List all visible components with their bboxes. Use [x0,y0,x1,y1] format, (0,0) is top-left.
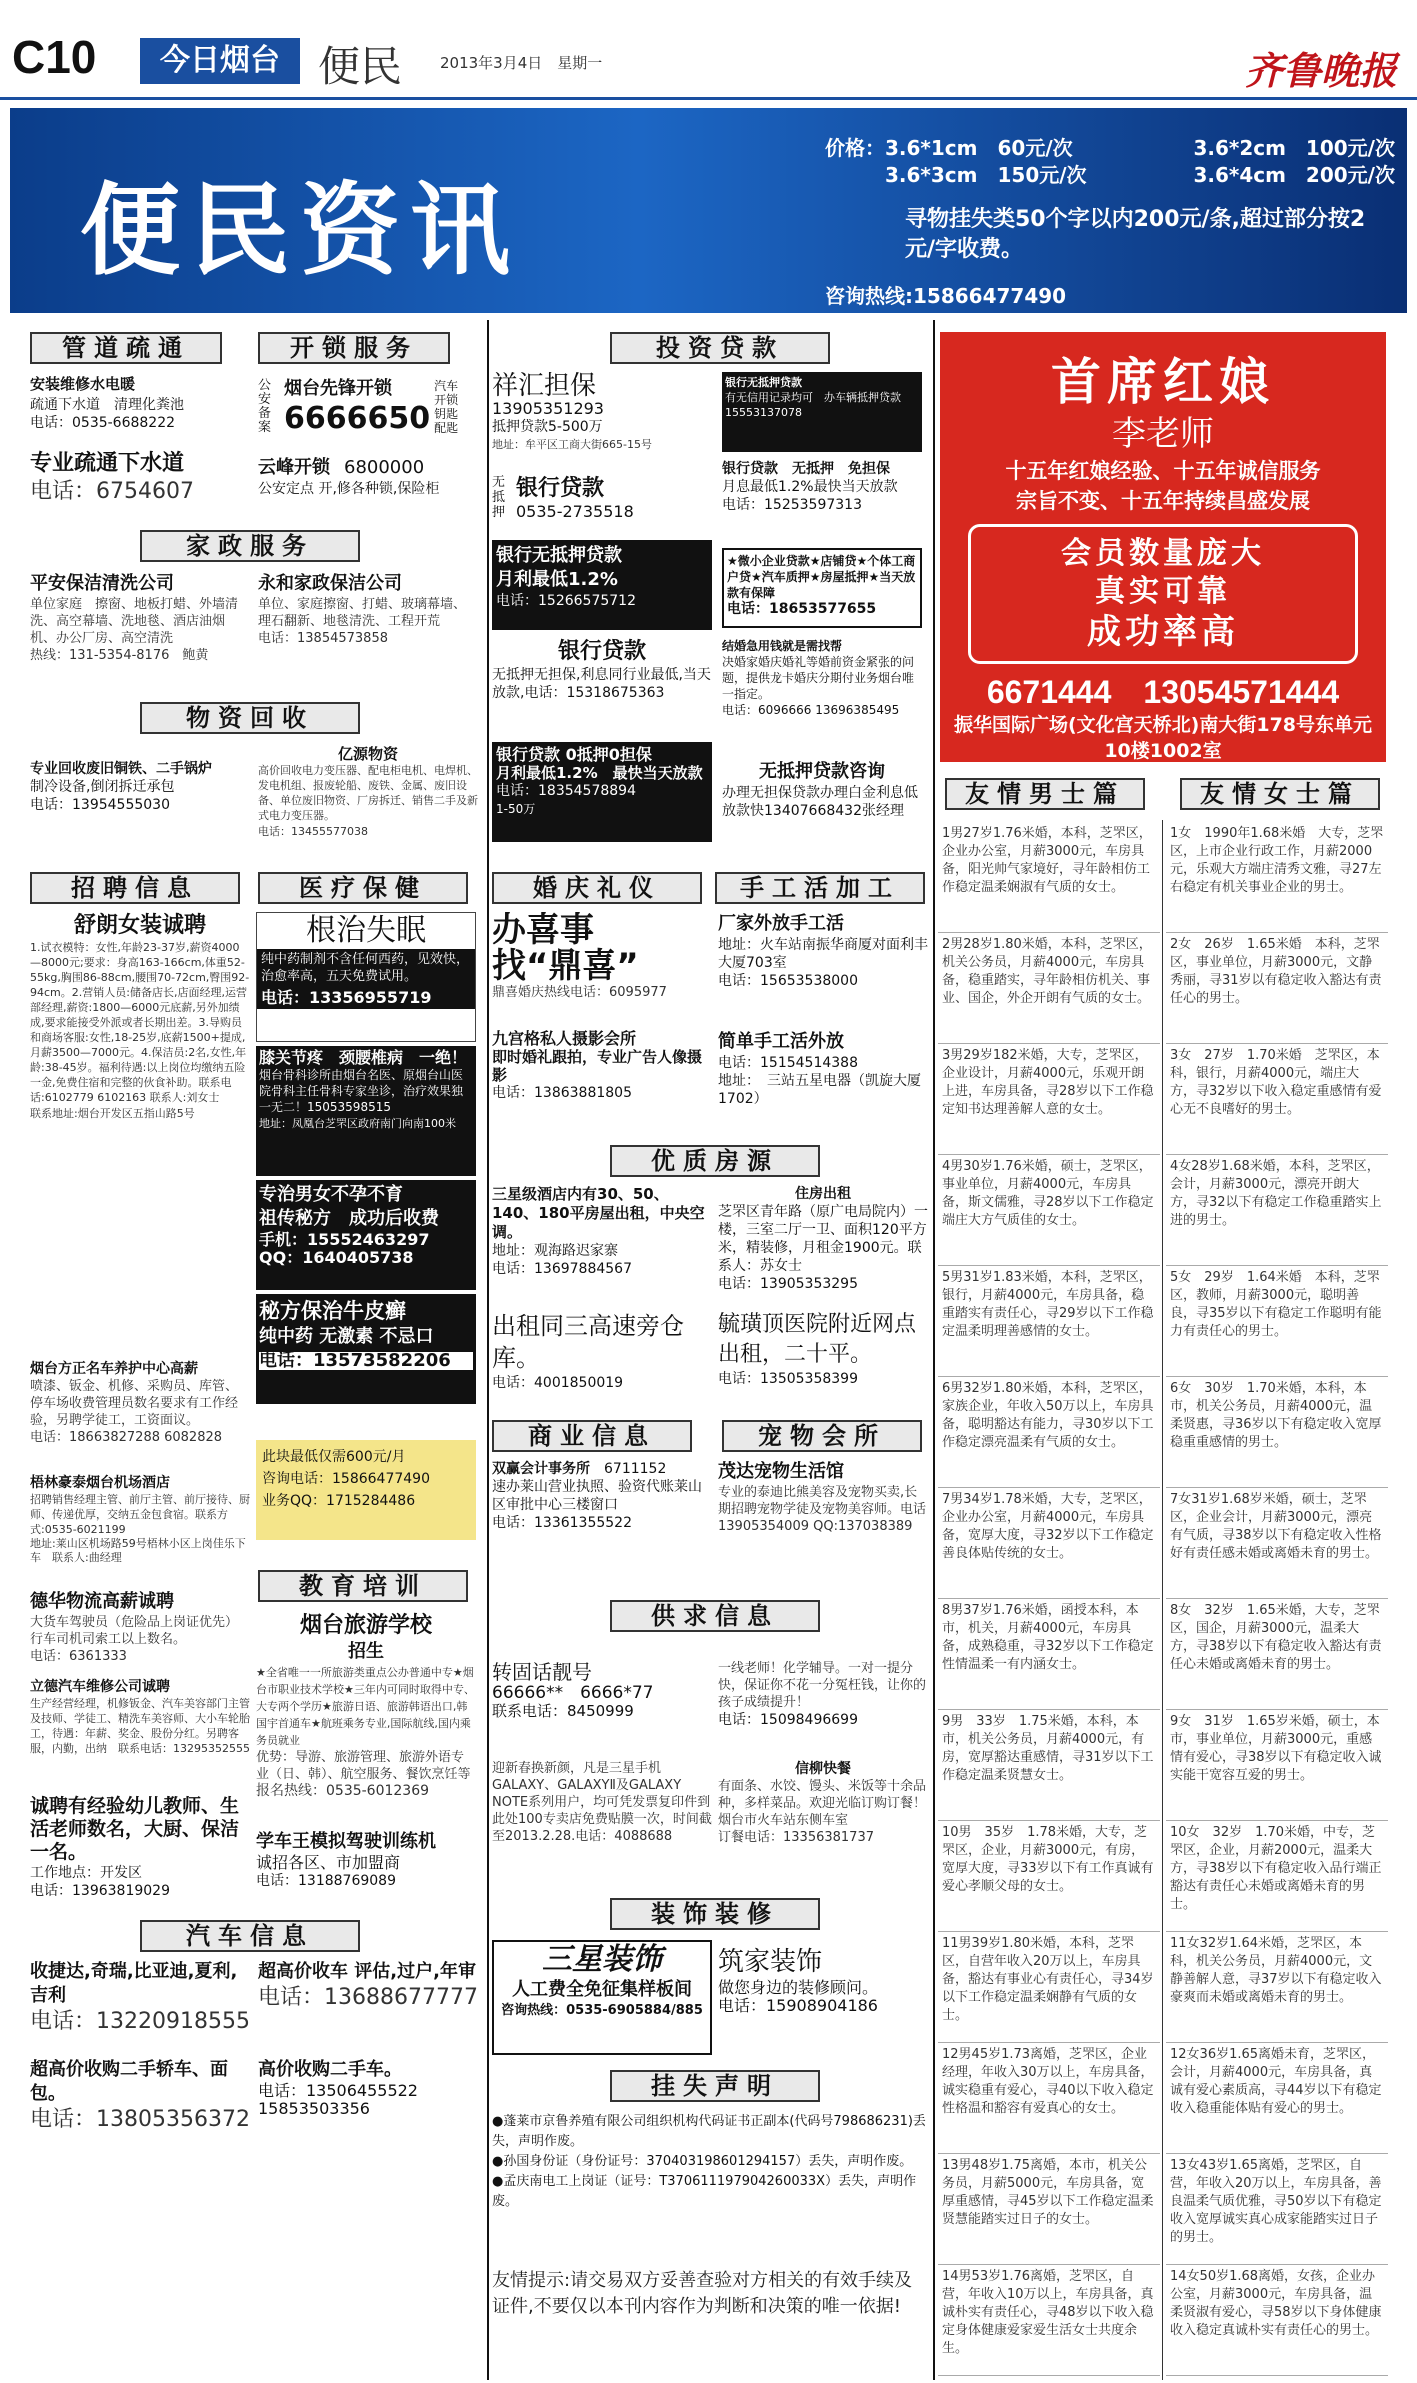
women-entry: 6女 30岁 1.70米婚，本科，本市，机关公务员，月薪4000元，温柔贤惠，寻36岁以下有稳定收入宽厚稳重重感情的男士。 [1166,1377,1388,1488]
ad-title: 烟台先锋开锁 [284,378,392,399]
ad-title: 永和家政保洁公司 [258,573,402,594]
ad-title: 根治失眠 [306,913,426,948]
ad-tel: 咨询电话：15866477490 [262,1471,430,1487]
ad-recycle-1 [30,760,250,860]
ad-tel: 热线：131-5354-8176 鲍黄 [30,648,209,663]
ad-lock-1 [258,372,478,442]
ad-tel: 电话：13854573858 [258,631,388,646]
ad-desc: 抵押贷款5-500万 [492,419,603,435]
ad-title: 住房出租 [795,1186,851,1202]
ad-loan-2 [722,372,922,452]
men-entry: 13男48岁1.75离婚，本市，机关公务员，月薪5000元，车房具备，宽厚重感情，寻45岁以下工作稳定温柔贤慧能踏实过日子的女士。 [938,2154,1160,2265]
category-women: 友情女士篇 [1180,778,1380,810]
banner-note: 寻物挂失类50个字以内200元/条,超过部分按2元/字收费。 [905,207,1366,262]
ad-title: 厂家外放手工活 [718,913,844,934]
page-number: C10 [12,31,97,83]
ad-tel: 电话：13455577038 [258,825,368,838]
ad-hire-4 [30,1590,250,1672]
men-entry: 12男45岁1.73离婚，芝罘区，企业经理，年收入30万以上，车房具备，诚实稳重有爱心，寻40以下收入稳定性格温和豁容有爱真心的女士。 [938,2043,1160,2154]
section-label: 今日烟台 [140,38,300,84]
ad-title: 专业回收废旧铜铁、二手锅炉 [30,761,212,777]
ad-med-1 [256,912,476,1042]
ad-loan-3 [492,460,712,535]
category-supply: 供求信息 [610,1600,820,1632]
ad-title: 膝关节疼 颈腰椎病 一绝！ [259,1048,468,1067]
ad-loan-8 [722,638,922,738]
men-entry: 14男53岁1.76离婚，芝罘区，自营，年收入10万以上，车房具备，真诚朴实有责任心，寻48岁以下收入稳定身体健康爱家爱生活女士共度余生。 [938,2265,1160,2376]
ad-med-3 [256,1180,476,1290]
men-entry: 7男34岁1.78米婚，大专，芝罘区，企业办公室，月薪4000元，车房具备，宽厚大度，寻32岁以下工作稳定善良体贴传统的女士。 [938,1488,1160,1599]
men-entry: 2男28岁1.80米婚，本科，芝罘区，机关公务员，月薪4000元，车房具备，稳重踏实，寻年龄相仿机关、事业、国企，外企开朗有气质的女士。 [938,933,1160,1044]
ad-number: 13905351293 [492,399,604,418]
ad-loan-9 [492,742,712,842]
ad-desc: 无抵押无担保,利息同行业最低,当天放款,电话：15318675363 [492,667,711,701]
ad-title: 高价收购二手车。 [258,2059,402,2080]
ad-title: 亿源物资 [337,745,398,763]
ad-address: 地址：观海路迟家寨 [492,1243,618,1259]
ad-title: 德华物流高薪诚聘 [30,1591,174,1612]
ad-title: 首席红娘 [1051,352,1275,411]
ad-desc: 鼎喜婚庆热线电话：6095977 [492,985,667,1000]
newspaper-logo: 齐鲁晚报 [1244,48,1397,93]
lost-item: ●蓬莱市京鲁养殖有限公司组织机构代码证书正副本(代码号798686231)丢失，声明作废。 [492,2114,926,2149]
women-entry: 7女31岁1.68岁米婚，硕士，芝罘区，企业会计，月薪3000元，漂亮有气质，寻38岁以下有稳定收入性格好有责任感未婚或离婚未育的男士。 [1166,1488,1388,1599]
category-medical: 医疗保健 [258,872,468,904]
women-entry: 11女32岁1.64米婚，芝罘区，本科，机关公务员，月薪4000元，文静善解人意，寻37岁以下有稳定收入豪爽而未婚或离婚未育的男士。 [1166,1932,1388,2043]
ad-desc: 月利最低1.2% 最快当天放款 [496,764,703,782]
ad-tel: 电话：13573582206 [259,1352,473,1370]
ad-subtitle: 招生 [348,1641,384,1662]
women-entry: 10女 32岁 1.70米婚，中专，芝罘区，企业，月薪2000元，温柔大方，寻38岁以下有稳定收入品行端正豁达有责任心未婚或离婚未育的男士。 [1166,1821,1388,1932]
ad-desc: 制冷设备,倒闭拆迁承包 [30,779,175,795]
ad-slogan: 真实可靠 [1095,574,1231,609]
friendly-tip: 友情提示:请交易双方妥善查验对方相关的有效手续及证件,不要仅以本刊内容作为判断和决策的唯一依据! [492,2270,913,2317]
men-entry: 5男31岁1.83米婚，本科，芝罘区，银行，月薪4000元，车房具备，稳重踏实有责任心，寻29岁以下工作稳定温柔明理善感情的女士。 [938,1266,1160,1377]
ad-title: 舒朗女装诚聘 [73,913,206,938]
ad-pipe-2 [30,450,250,520]
ad-tel: 电话：13361355522 [492,1515,632,1531]
ad-desc: 地址：火车站南振华商厦对面利丰大厦703室 [718,937,928,971]
ad-pipe-1 [30,372,250,442]
ad-title: 银行贷款 0抵押0担保 [496,745,652,764]
ad-title: 超高价收购二手轿车、面包。 [30,2059,228,2104]
ad-recycle-2 [258,745,478,860]
ad-desc: 1.试衣模特：女性,年龄23-37岁,薪资4000—8000元;要求：身高163-166cm,体重52-55kg,胸围86-88cm,腰围70-72cm,臀围92-94cm。2.营销人员:储备店长,店面经理,运营部经理,薪资:1800—6000元底薪,另外加绩成,要求能接受外派或者长期出差。3.导购员和商场客服:女性,18-25岁,底薪1500+提成,月薪3500—7000元。4.保洁员:2名,女性,年龄:38-45岁。福利待遇:以上岗位均缴纳五险一金,免费住宿和完整的伙食补助。联系电话:6102779 6102163 联系人:刘女士 [30,941,250,1104]
ad-desc: 烟台骨科诊所由烟台名医、原烟台山医院骨科主任骨科专家坐诊，治疗效果独一无二！15053598515 [259,1068,464,1114]
ad-tel: 手机：15552463297 [259,1230,430,1249]
ad-desc: ★全省唯一一所旅游类重点公办普通中专★烟台市职业技术学校★三年内可同时取得中专、大专两个学历★旅游日语、旅游韩语出口,韩国宇首通车★航班乘务专业,国际航线,国内乘务员就业 [256,1666,475,1747]
category-loan: 投资贷款 [610,332,830,364]
ad-side: 汽车开锁 钥匙 配匙 [434,379,459,435]
banner-title: 便民资讯 [80,172,520,289]
ad-address: 振华国际广场(文化宫天桥北)南大街178号东单元10楼1002室 [953,714,1373,762]
ad-tel: 电话：13954555030 [30,797,170,813]
ad-car-3 [30,2058,250,2153]
ad-hire-3 [30,1474,250,1584]
ad-qq: 业务QQ：1715284486 [262,1493,416,1509]
ad-tel: 电话：13805356372 [30,2107,250,2132]
ad-desc: 纯中药制剂不含任何西药，见效快，治愈率高，五天免费试用。 [257,949,475,987]
ad-biz-1 [492,1460,712,1555]
ad-number: 6711152 [604,1461,667,1477]
issue-date: 2013年3月4日 星期一 [440,54,603,72]
ad-slogan: 成功率高 [1087,612,1239,652]
ad-title: 祥汇担保 [492,372,597,401]
ad-tel: 电话：4001850019 [492,1375,624,1391]
ad-title: 银行贷款 无抵押 免担保 [722,461,890,477]
ad-points: 优势：导游、旅游管理、旅游外语专业（日、韩）、航空服务、餐饮烹饪等 [256,1750,471,1782]
ad-desc-2: 宗旨不变、十五年持续昌盛发展 [1016,489,1310,513]
ad-hunqing-2 [492,1030,712,1125]
price-1: 3.6*1cm 60元/次 [885,136,1073,160]
ad-desc: 生产经营经理，机修钣金、汽车美容部门主管及技师、学徒工、精洗车美容师、大小车轮胎工，待遇：年薪、奖金、股份分红。另聘客服，内勤，出纳 联系电话：13295352555 [30,1697,250,1755]
men-entry: 3男29岁182米婚，大专，芝罘区，企业设计，月薪4000元，乐观开朗上进，车房具备，寻28岁以下工作稳定知书达理善解人意的女士。 [938,1044,1160,1155]
ad-tel: 电话：13356955719 [257,987,475,1009]
ad-desc: 喷漆、钣金、机修、采购员、库管、停车场收费管理员数名要求有工作经验，另聘学徒工，工资面议。 [30,1379,239,1428]
ad-desc: 大货车驾驶员（危险品上岗证优先）行车司机司索工以上数名。 [30,1615,239,1647]
ad-tel-2: 15853503356 [258,2099,370,2118]
ad-loan-10 [722,760,922,840]
ad-tel: 电话：18354578894 [496,783,636,799]
ad-title: 双赢会计事务所 [492,1461,590,1477]
ad-title: 诚聘有经验幼儿教师、生活老师数名，大厨、保洁一名。 [30,1795,240,1863]
ad-tel: 电话：18653577655 [727,601,877,617]
ad-tel: 电话：13905353295 [718,1276,858,1292]
ad-car-1 [30,1960,250,2052]
ad-title: 银行贷款 [516,475,605,501]
ad-desc: 单位家庭 擦窗、地板打蜡、外墙清洗、高空幕墙、洗地毯、酒店油烟机、办公厂房、高空清洗 [30,597,239,646]
ad-desc: 诚招各区、市加盟商 [256,1853,401,1872]
ad-desc: 迎新春换新颜，凡是三星手机GALAXY、GALAXYⅡ及GALAXY NOTE系列用户，均可凭发票复印件到此处100专卖店免费贴膜一次，时间截至2013.2.28.电话：4088688 [492,1761,712,1844]
men-entry: 1男27岁1.76米婚，本科，芝罘区，企业办公室，月薪3000元，车房具备，阳光帅气家境好，寻年龄相仿工作稳定温柔娴淑有气质的女士。 [938,822,1160,933]
ad-tel: 联系电话：8450999 [492,1702,634,1720]
ad-house-a4 [718,1310,928,1410]
ad-title: 茂达宠物生活馆 [718,1461,844,1482]
lost-item: ●孟庆南电工上岗证（证号：T370611197904260033X）丢失，声明作废。 [492,2174,917,2209]
ad-tel: 咨询热线：0535-6905884/885 [501,2003,703,2018]
ad-tel: 电话：15653538000 [718,973,858,989]
ad-title: 超高价收车 评估,过户,年审 [258,1961,476,1982]
ad-desc: 疏通下水道 清理化粪池 [30,397,184,413]
list-divider [1162,820,1163,2380]
category-house: 家政服务 [140,530,360,562]
category-marriage: 婚庆礼仪 [492,872,702,904]
category-lost: 挂失声明 [610,2070,820,2102]
ad-title: 三星装饰 [542,1942,662,1977]
women-entry: 9女 31岁 1.65岁米婚，硕士，本市，事业单位，月薪3000元，重感情有爱心，寻38岁以下有稳定收入诚实能干宽容互爱的男士。 [1166,1710,1388,1821]
ad-title: 梧林豪泰烟台机场酒店 [30,1475,170,1491]
ad-range: 1-50万 [496,802,536,816]
ad-tel: 电话：0535-6688222 [30,415,176,431]
ad-title: 银行无抵押贷款 [496,545,622,566]
price-label: 价格： [825,136,885,160]
ad-desc: 此块最低仅需600元/月 [262,1449,406,1465]
ad-desc: 高价回收电力变压器、配电柜电机、电焊机、发电机组、报废轮船、废铁、金属、废旧设备、单位废旧物资、厂房拆迁、销售二手及新式电力变压器。 [258,764,478,822]
ad-tel: 电话：15266575712 [496,593,636,609]
category-house2: 优质房源 [610,1145,820,1177]
ad-title: 银行贷款 [557,639,646,664]
ad-tel: 电话：13963819029 [30,1883,170,1899]
ad-desc: 速办莱山营业执照、验资代账莱山区审批中心三楼窗口 [492,1479,702,1513]
ad-number: 6666650 [284,401,431,436]
ad-title: 专业疏通下水道 [30,451,185,476]
ad-desc: 芝罘区青年路（原广电局院内）一楼，三室二厅一卫、面积120平方米，精装修，月租金1900元。联系人：苏女士 [718,1204,928,1274]
ad-desc: 招聘销售经理主管、前厅主管、前厅接待、厨师、传递优厚，交纳五金包食宿。联系方式:0535-6021199 [30,1493,250,1536]
men-entry: 8男37岁1.76米婚，函授本科，本市，机关，月薪4000元，车房具备，成熟稳重，寻32岁以下工作稳定性情温柔一有内涵女士。 [938,1599,1160,1710]
ad-desc: 有面条、水饺、馒头、米饭等十余品种，多样菜品。欢迎光临订购订餐！烟台市火车站东侧车室 [718,1779,927,1828]
ad-tel: 电话：15154514388 [718,1055,858,1071]
ad-desc: 专业的泰迪比熊美容及宠物买卖,长期招聘宠物学徒及宠物美容师。电话13905354009 QQ:137038389 [718,1485,927,1534]
ad-hire-2 [30,1360,250,1470]
ad-hire-5 [30,1678,250,1788]
ad-tel: 6671444 13054571444 [986,674,1340,710]
price-4: 3.6*4cm 200元/次 [1193,163,1395,187]
women-entry: 2女 26岁 1.65米婚 本科，芝罘区，事业单位，月薪3000元，文静秀丽，寻31岁以有稳定收入豁达有责任心的男士。 [1166,933,1388,1044]
ad-title: 烟台方正名车养护中心高薪 [30,1361,198,1377]
men-entry: 10男 35岁 1.78米婚，大专，芝罘区，企业，月薪3000元，有房，宽厚大度，寻33岁以下有工作真诚有爱心孝顺父母的女士。 [938,1821,1160,1932]
ad-tel: 电话：15253597313 [722,497,862,513]
ad-title: 烟台旅游学校 [299,1613,432,1638]
ad-number: 6800000 [344,457,425,478]
ad-title: 三星级酒店内有30、50、140、180平房屋出租，中央空调。 [492,1185,705,1241]
ad-hire-6 [30,1795,250,1905]
price-2: 3.6*2cm 100元/次 [1193,136,1395,160]
ad-title: 银行无抵押贷款 [725,376,802,389]
ad-house-a3 [492,1310,712,1410]
ad-desc: 祖传秘方 成功后收费 [259,1208,439,1229]
ad-tel: 电话：13688677777 [258,1985,478,2010]
ad-desc: 决婚家婚庆婚礼等婚前资金紧张的问题，提供龙卡婚庆分期付业务烟台唯一指定。 [722,655,915,701]
women-entry: 5女 29岁 1.64米婚 本科，芝罘区，教师，月薪3000元，聪明善良，寻35岁以下有稳定工作聪明有能力有责任心的男士。 [1166,1266,1388,1377]
category-edu: 教育培训 [258,1570,468,1602]
ad-sup-1 [492,1660,712,1755]
ad-title: 办喜事 [492,912,594,950]
ad-desc: 单位、家庭擦窗、打蜡、玻璃幕墙、理石翻新、地毯清洗、工程开荒 [258,597,467,629]
ad-house-a1 [492,1185,712,1303]
ad-tel: 电话：15908904186 [718,1996,878,2015]
ad-tel: 0535-2735518 [516,501,634,521]
ad-med-5 [256,1440,476,1540]
ad-lock-2 [258,456,478,516]
ad-tel: 电话：6361333 [30,1649,127,1664]
ad-med-2 [256,1046,476,1176]
ad-title: 毓璜顶医院附近网点出租，二十平。 [718,1312,917,1367]
men-entry: 11男39岁1.80米婚，本科，芝罘区，自营年收入20万以上，车房具备，豁达有事业心有责任心，寻34岁以下工作稳定温柔娴静有气质的女士。 [938,1932,1160,2043]
ad-house-a2 [718,1185,928,1303]
ad-title: 云峰开锁 [258,457,330,478]
price-3: 3.6*3cm 150元/次 [885,163,1087,187]
ad-sup-3 [492,1760,712,1880]
category-handwork: 手工活加工 [715,872,925,904]
ad-title: 收捷达,奇瑞,比亚迪,夏利,吉利 [30,1961,238,2006]
ad-loan-7 [492,638,712,733]
ad-address: 工作地点：开发区 [30,1865,142,1881]
ad-car-2 [258,1960,478,2052]
category-biz: 商业信息 [492,1420,692,1452]
category-deco: 装饰装修 [610,1898,820,1930]
ad-tel: 电话：13505358399 [718,1371,858,1387]
subsection-label: 便民 [318,42,403,91]
ad-address: 地址：凤凰台芝罘区政府南门向南100米 [259,1117,456,1130]
ad-desc: 月利最低1.2% [496,569,618,590]
ad-title: 专治男女不孕不育 [259,1184,403,1205]
ad-title: 转固话靓号 [492,1660,592,1684]
ad-car-4 [258,2058,478,2153]
ad-number: 15553137078 [725,406,802,419]
ad-address: 联系地址:烟台开发区五指山路5号 [30,1107,195,1120]
ad-tel: 电话：13506455522 [258,2081,418,2100]
ad-address: 地址：牟平区工商大街665-15号 [492,438,652,451]
women-entry: 4女28岁1.68米婚，本科，芝罘区，会计，月薪3000元，漂亮开朗大方，寻32以下有稳定工作稳重踏实上进的男士。 [1166,1155,1388,1266]
column-divider [933,320,935,2380]
ad-title: 结婚急用钱就是需找帮 [722,639,843,653]
ad-desc: 月息最低1.2%最快当天放款 [722,479,898,495]
ad-tel: 电话：13220918555 [30,2009,250,2034]
ad-loan-6 [722,548,922,628]
women-entry: 1女 1990年1.68米婚 大专，芝罘区，上市企业行政工作，月薪2000元，乐观大方端庄清秀文雅，寻27左右稳定有机关事业企业的男士。 [1166,822,1388,933]
ad-title: ★微小企业贷款★店铺贷★个体工商户贷★汽车质押★房屋抵押★当天放款有保障 [727,554,916,600]
category-hire: 招聘信息 [30,872,240,904]
ad-tel: 电话：13697884567 [492,1261,632,1277]
ad-desc: 即时婚礼跟拍，专业广告人像摄影 [492,1048,703,1084]
ad-tel: 订餐电话：13356381737 [718,1830,874,1845]
ad-desc: 公安定点 开,修各种锁,保险柜 [258,481,440,497]
ad-title: 信柳快餐 [795,1761,851,1777]
ad-tel: 电话：13188769089 [256,1873,396,1889]
category-lock: 开锁服务 [258,332,450,364]
category-pipe: 管道疏通 [30,332,222,364]
ad-tel: 电话：6754607 [30,479,194,504]
men-entry: 9男 33岁 1.75米婚，本科，本市，机关公务员，月薪4000元，有房，宽厚豁达重感情，寻31岁以下工作稳定温柔贤慧女士。 [938,1710,1160,1821]
ad-hire-1 [30,912,250,1352]
page-header [0,0,1417,100]
ad-lost [492,2112,928,2262]
ad-title: 立德汽车维修公司诚聘 [30,1679,170,1695]
ad-tel: 电话：18663827288 6082828 [30,1430,223,1445]
ad-badge: 无抵押 [492,475,506,520]
men-entry: 6男32岁1.80米婚，本科，芝罘区，家族企业，年收入50万以上，车房具备，聪明豁达有能力，寻30岁以下工作稳定漂亮温柔有气质的女士。 [938,1377,1160,1488]
category-men: 友情男士篇 [945,778,1145,810]
ad-sup-2 [718,1660,928,1755]
banner-hotline: 咨询热线:15866477490 [825,284,1067,308]
ad-pet-1 [718,1460,928,1555]
women-entry: 8女 32岁 1.65米婚，大专，芝罘区，国企，月薪3000元，温柔大方，寻38岁以下有稳定收入豁达有责任心未婚或离婚未育的男士。 [1166,1599,1388,1710]
ad-tel: 电话：6096666 13696385495 [722,703,900,717]
banner-price [825,135,1395,189]
ad-deco-2 [718,1945,928,2055]
ad-desc: 办理无担保贷款办理白金利息低放款快13407668432张经理 [722,785,918,819]
ad-sup-4 [718,1760,928,1880]
ad-title: 筑家装饰 [718,1947,823,1977]
ad-address: 地址： 三站五星电器（凯旋大厦1702） [718,1073,921,1107]
ad-desc: 有无信用记录均可 办车辆抵押贷款 [725,391,901,404]
column-divider [487,320,489,2380]
ad-loan-4 [722,460,922,535]
women-entry: 12女36岁1.65离婚未育，芝罘区，会计，月薪4000元，车房具备，真诚有爱心素质高，寻44岁以下有稳定收入稳重能体贴有爱心的男士。 [1166,2043,1388,2154]
ad-house-2 [258,572,478,692]
ad-loan-5 [492,540,712,630]
ad-hunqing-1 [492,912,712,1024]
ad-desc: 纯中药 无激素 不忌口 [259,1326,434,1347]
ad-med-4 [256,1294,476,1404]
ad-loan-1 [492,372,712,452]
category-recycle: 物资回收 [140,702,360,734]
ad-desc: 一线老师！化学辅导。一对一提分快，保证你不花一分冤枉钱，让你的孩子成绩提升！ [718,1661,927,1710]
women-entry: 14女50岁1.68离婚，女孩，企业办公室，月薪3000元，车房具备，温柔贤淑有爱心，寻58岁以下身体健康收入稳定真诚朴实有责任心的男士。 [1166,2265,1388,2376]
ad-tel: 报名热线：0535-6012369 [256,1783,430,1799]
lost-item: ●孙国身份证（身份证号：370403198601294157）丢失，声明作废。 [492,2154,913,2169]
ad-edu-2 [256,1830,476,1910]
ad-slogan: 会员数量庞大 [1061,536,1265,571]
ad-number: 66666** 6666*77 [492,1683,654,1703]
ad-title: 平安保洁清洗公司 [30,573,174,594]
ad-house-1 [30,572,250,692]
men-entry: 4男30岁1.76米婚，硕士，芝罘区，事业单位，月薪4000元，车房具备，斯文儒雅，寻28岁以下工作稳定端庄大方气质佳的女士。 [938,1155,1160,1266]
category-pet: 宠物会所 [722,1420,922,1452]
ad-name: 李老师 [1112,414,1214,454]
ad-matchmaker [940,332,1386,762]
ad-address: 地址:莱山区机场路59号梧林小区上岗佳乐下车 联系人:曲经理 [30,1537,246,1564]
women-entry: 13女43岁1.65离婚，芝罘区，自营，年收入20万以上，车房具备，善良温柔气质优雅，寻50岁以下有稳定收入宽厚诚实真心成家能踏实过日子的男士。 [1166,2154,1388,2265]
ad-badge: 公安备案 [258,378,272,435]
ad-tel: 电话：13863881805 [492,1085,632,1101]
ad-desc: 做您身边的装修顾问。 [718,1978,879,1997]
ad-title: 简单手工活外放 [718,1031,844,1052]
ad-hand-1 [718,912,928,1017]
women-entry: 3女 27岁 1.70米婚 芝罘区，本科，银行，月薪4000元，端庄大方，寻32岁以下收入稳定重感情有爱心无不良嗜好的男士。 [1166,1044,1388,1155]
ad-title: 学车王模拟驾驶训练机 [256,1831,436,1852]
ad-title: 九宫格私人摄影会所 [492,1030,637,1048]
ad-title: 出租同三高速旁仓库。 [492,1312,684,1372]
ad-hand-2 [718,1030,928,1125]
ad-title: 安装维修水电暖 [30,375,136,393]
category-car: 汽车信息 [140,1920,360,1952]
ad-desc: 人工费全免征集样板间 [512,1979,692,2000]
ad-title: 秘方保治牛皮癣 [259,1299,406,1323]
ad-deco-1 [492,1940,712,2055]
ad-qq: QQ：1640405738 [259,1248,414,1267]
ad-title: 无抵押贷款咨询 [759,761,885,782]
ad-tel: 电话：15098496699 [718,1712,858,1728]
ad-title-2: 找“鼎喜” [492,946,639,986]
ad-desc: 十五年红娘经验、十五年诚信服务 [1005,459,1321,483]
